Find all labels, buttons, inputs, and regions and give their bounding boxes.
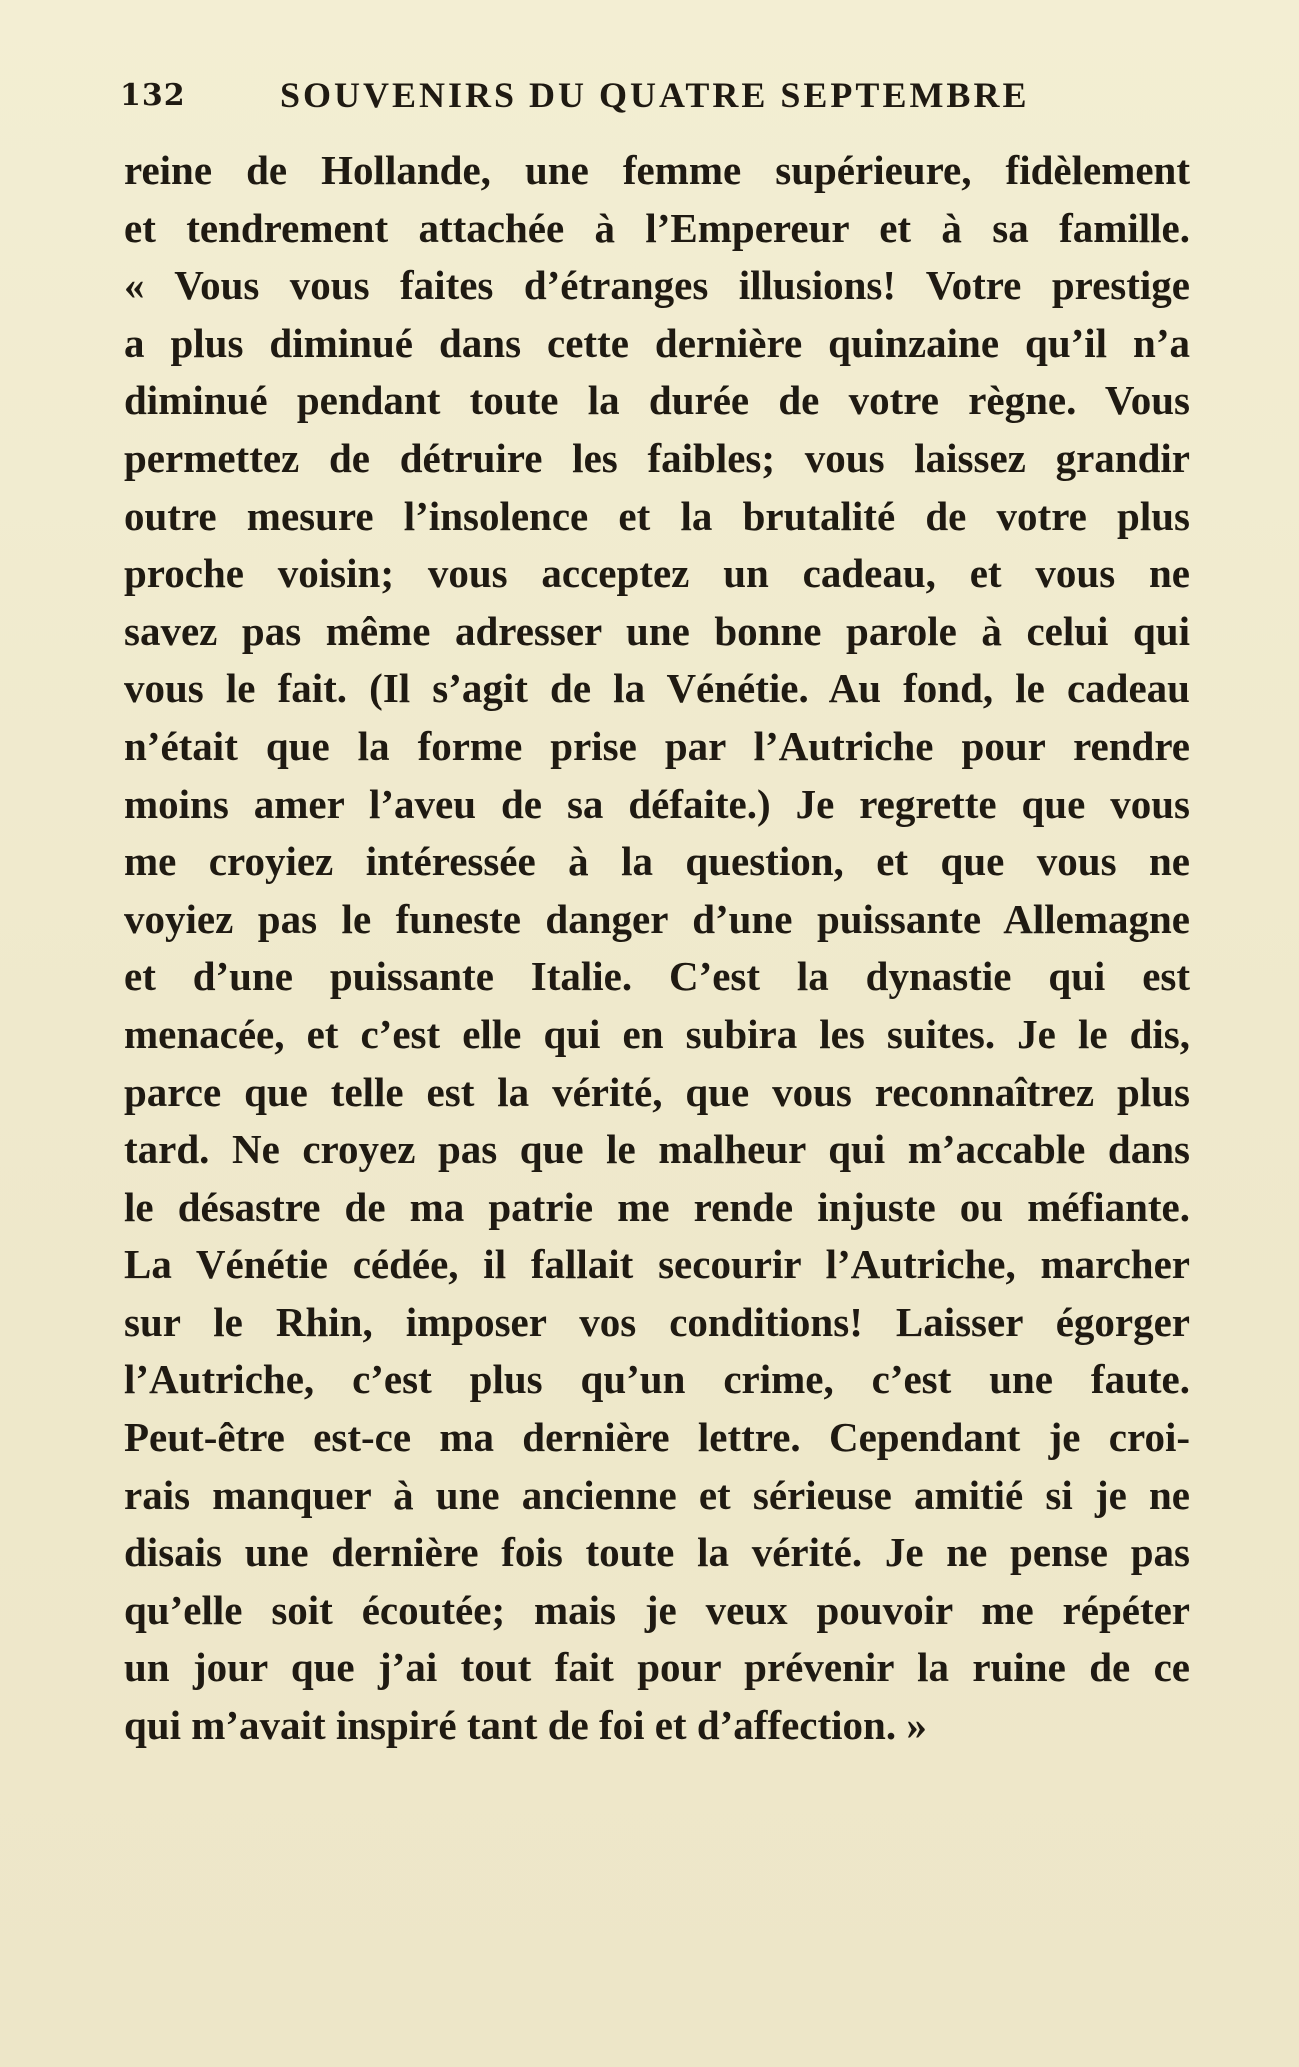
text-line: Peut-être est-ce ma dernière lettre. Cependant je croi- xyxy=(124,1414,1190,1461)
text-line: savez pas même adresser une bonne parole à celui qui xyxy=(124,607,1190,654)
text-line: proche voisin; vous acceptez un cadeau, et vous ne xyxy=(124,550,1190,597)
text-line: diminué pendant toute la durée de votre règne. Vous xyxy=(124,377,1190,424)
text-line: parce que telle est la vérité, que vous reconnaîtrez plus xyxy=(124,1068,1190,1115)
text-line: moins amer l’aveu de sa défaite.) Je regrette que vous xyxy=(124,780,1190,827)
text-line: rais manquer à une ancienne et sérieuse amitié si je ne xyxy=(124,1471,1190,1518)
text-line: La Vénétie cédée, il fallait secourir l’Autriche, marcher xyxy=(124,1241,1190,1288)
text-line: voyiez pas le funeste danger d’une puissante Allemagne xyxy=(124,895,1190,942)
body-text xyxy=(124,142,1190,1755)
text-line: n’était que la forme prise par l’Autriche pour rendre xyxy=(124,722,1190,769)
text-line: a plus diminué dans cette dernière quinzaine qu’il n’a xyxy=(124,319,1190,366)
text-line-last: qui m’avait inspiré tant de foi et d’affection. » xyxy=(124,1702,927,1749)
text-line: me croyiez intéressée à la question, et que vous ne xyxy=(124,838,1190,885)
text-line: et tendrement attachée à l’Empereur et à sa famille. xyxy=(124,204,1190,251)
text-line: un jour que j’ai tout fait pour prévenir la ruine de ce xyxy=(124,1644,1190,1691)
text-line: menacée, et c’est elle qui en subira les suites. Je le dis, xyxy=(124,1010,1190,1057)
text-line: permettez de détruire les faibles; vous laissez grandir xyxy=(124,434,1190,481)
text-line: outre mesure l’insolence et la brutalité de votre plus xyxy=(124,492,1190,539)
text-line: reine de Hollande, une femme supérieure, fidèlement xyxy=(124,147,1190,193)
text-line: disais une dernière fois toute la vérité. Je ne pense pas xyxy=(124,1529,1190,1576)
text-line: qu’elle soit écoutée; mais je veux pouvoir me répéter xyxy=(124,1586,1190,1633)
page-number: 132 xyxy=(120,78,186,113)
text-line: le désastre de ma patrie me rende injuste ou méfiante. xyxy=(124,1183,1190,1230)
running-head xyxy=(120,72,1200,132)
text-line: « Vous vous faites d’étranges illusions! Votre prestige xyxy=(124,262,1190,309)
text-line: et d’une puissante Italie. C’est la dynastie qui est xyxy=(124,953,1190,1000)
text-line: sur le Rhin, imposer vos conditions! Laisser égorger xyxy=(124,1298,1190,1345)
text-line: vous le fait. (Il s’agit de la Vénétie. Au fond, le cadeau xyxy=(124,665,1190,712)
text-line: l’Autriche, c’est plus qu’un crime, c’est une faute. xyxy=(124,1356,1190,1403)
running-title: SOUVENIRS DU QUATRE SEPTEMBRE xyxy=(280,75,1030,115)
text-line: tard. Ne croyez pas que le malheur qui m’accable dans xyxy=(124,1126,1190,1173)
